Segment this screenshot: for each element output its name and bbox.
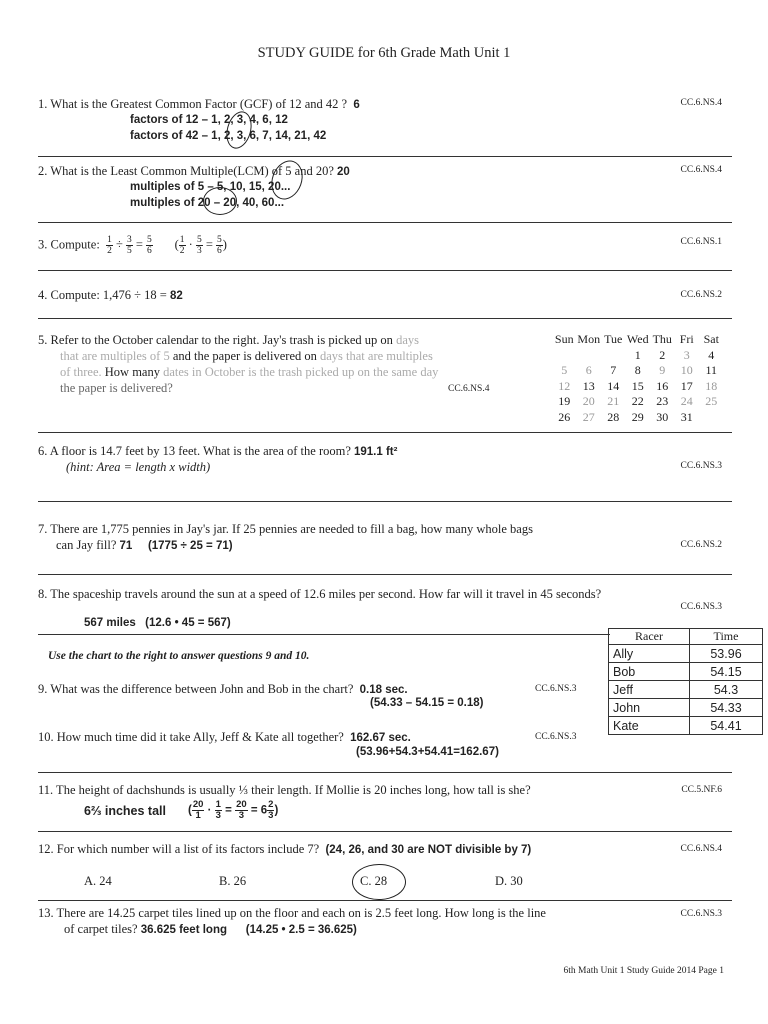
standard-q6: CC.6.NS.3 — [680, 461, 722, 471]
q5-text: that are multiples of 5 — [60, 349, 170, 363]
divider — [38, 501, 732, 502]
standard-q2: CC.6.NS.4 — [680, 165, 722, 175]
chart-instruction: Use the chart to the right to answer questions 9 and 10. — [48, 650, 310, 662]
calendar-day-name: Thu — [652, 332, 672, 346]
divider — [38, 432, 732, 433]
standard-q7: CC.6.NS.2 — [680, 540, 722, 550]
question-4-answer: 82 — [169, 290, 183, 302]
option-a: A. 24 — [84, 874, 112, 888]
question-11: 11. The height of dachshunds is usually ⅓ their length. If Mollie is 20 inches long, how tall is she? — [38, 783, 531, 797]
calendar-date: 13 — [582, 378, 595, 393]
fraction: $\frac{5}{6}$ — [217, 235, 222, 256]
factors-12: factors of 12 – 1, 2, 3, 4, 6, 12 — [130, 114, 288, 126]
question-13-line-2 — [64, 922, 357, 937]
page-footer: 6th Math Unit 1 Study Guide 2014 Page 1 — [563, 966, 724, 976]
question-8-answer-row — [84, 615, 231, 630]
option-c: C. 28 — [360, 874, 388, 888]
standard-q12: CC.6.NS.4 — [680, 844, 722, 854]
question-3-text: 3. Compute: — [38, 237, 100, 252]
calendar-header — [552, 332, 724, 348]
question-6-text: 6. A floor is 14.7 feet by 13 feet. What is the area of the room? — [38, 444, 351, 458]
table-row — [609, 663, 763, 681]
question-7-line-1: 7. There are 1,775 pennies in Jay's jar. If 25 pennies are needed to fill a bag, how many whole bags — [38, 522, 533, 536]
divider — [38, 634, 610, 635]
divider — [38, 318, 732, 319]
calendar-date: 6 — [585, 363, 592, 377]
question-10-work: (53.96+54.3+54.41=162.67) — [356, 746, 499, 758]
question-3: 3. Compute: $\frac{1}{2}$ ÷ $\frac{3}{5}$ = $\frac{5}{6}$ ( $\frac{1}{2}$ · $\frac{5}{3}$ = $\frac{5}{6}$ ) — [38, 235, 227, 256]
calendar-day-name: Fri — [679, 332, 694, 346]
calendar-week — [552, 363, 724, 379]
q5-text: of three. — [60, 365, 102, 379]
calendar-date: 11 — [705, 363, 718, 377]
racer-name: Bob — [609, 663, 690, 681]
circle-annotation — [352, 864, 406, 900]
question-6 — [38, 444, 397, 459]
calendar-day-name: Mon — [577, 332, 601, 346]
question-7-work: (1775 ÷ 25 = 71) — [147, 540, 233, 552]
question-13-answer: 36.625 feet long — [140, 924, 227, 936]
calendar-date: 21 — [607, 394, 620, 408]
circle-annotation — [203, 187, 237, 215]
q5-text: 5. Refer to the October calendar to the right. Jay's trash is picked up on — [38, 333, 393, 347]
calendar-week — [552, 348, 724, 364]
divider — [38, 574, 732, 575]
question-8-answer: 567 miles — [84, 617, 136, 629]
table-row — [609, 645, 763, 663]
table-row — [609, 699, 763, 717]
calendar-week — [552, 394, 724, 410]
calendar-date: 24 — [680, 394, 693, 408]
q5-text: How many — [104, 365, 160, 379]
fraction: $\frac{1}{3}$ — [215, 799, 221, 821]
calendar-date: 5 — [561, 363, 568, 377]
fraction: $\frac{20}{1}$ — [192, 799, 204, 821]
racer-time: 54.41 — [690, 717, 763, 735]
q13-text: of carpet tiles? — [64, 922, 138, 936]
calendar-date: 8 — [634, 363, 641, 377]
option-d: D. 30 — [495, 874, 523, 888]
calendar-week — [552, 410, 724, 426]
calendar-week — [552, 379, 724, 395]
standard-q13: CC.6.NS.3 — [680, 909, 722, 919]
calendar-date — [699, 410, 724, 426]
divider — [38, 772, 732, 773]
calendar-date: 3 — [683, 347, 690, 362]
calendar-day-name: Sun — [554, 332, 574, 346]
calendar-date: 16 — [656, 378, 669, 393]
standard-q4: CC.6.NS.2 — [680, 290, 722, 300]
october-calendar — [552, 332, 724, 425]
question-10 — [38, 730, 411, 745]
question-1-text: 1. What is the Greatest Common Factor (GCF) of 12 and 42 ? — [38, 97, 348, 111]
question-11-answer: 6⅔ inches tall — [84, 804, 166, 818]
racer-time: 54.3 — [690, 681, 763, 699]
divider — [38, 270, 732, 271]
calendar-date — [601, 348, 626, 364]
racer-name: John — [609, 699, 690, 717]
table-row — [609, 681, 763, 699]
calendar-date: 28 — [607, 409, 620, 424]
column-header-time: Time — [690, 629, 763, 645]
calendar-date: 27 — [582, 409, 595, 424]
standard-q8: CC.6.NS.3 — [680, 602, 722, 612]
question-6-hint: (hint: Area = length x width) — [66, 460, 211, 474]
calendar-date — [577, 348, 602, 364]
fraction: $\frac{1}{2}$ — [179, 235, 185, 256]
fraction: $\frac{1}{2}$ — [107, 235, 112, 256]
calendar-date: 20 — [582, 394, 595, 408]
divider — [38, 900, 732, 901]
racer-time: 54.15 — [690, 663, 763, 681]
calendar-date: 14 — [607, 378, 620, 393]
question-12-text: 12. For which number will a list of its factors include 7? — [38, 842, 320, 856]
q7-text: can Jay fill? — [56, 538, 117, 552]
calendar-day-name: Wed — [626, 332, 649, 346]
question-4 — [38, 288, 183, 303]
question-2-text: 2. What is the Least Common Multiple(LCM) of 5 and 20? — [38, 164, 334, 178]
calendar-date: 2 — [659, 347, 666, 362]
fraction: $\frac{2}{3}$ — [268, 799, 274, 821]
divider — [38, 831, 732, 832]
calendar-date: 19 — [558, 394, 571, 408]
question-9-answer: 0.18 sec. — [359, 684, 408, 696]
divider — [38, 222, 732, 223]
standard-q5: CC.6.NS.4 — [448, 384, 490, 394]
racer-time: 54.33 — [690, 699, 763, 717]
question-13-line-1: 13. There are 14.25 carpet tiles lined up on the floor and each on is 2.5 feet long. How long is the line — [38, 906, 546, 920]
calendar-date: 31 — [680, 409, 693, 424]
fraction: $\frac{5}{3}$ — [196, 235, 202, 256]
standard-q11: CC.5.NF.6 — [681, 785, 722, 795]
question-9 — [38, 682, 408, 697]
question-5-line-2 — [60, 349, 433, 364]
question-4-text: 4. Compute: 1,476 ÷ 18 = — [38, 288, 167, 302]
calendar-date: 23 — [656, 394, 669, 408]
question-2-answer: 20 — [337, 166, 350, 178]
question-2 — [38, 164, 350, 179]
calendar-date: 15 — [631, 378, 644, 393]
question-10-answer: 162.67 sec. — [350, 732, 411, 744]
question-10-text: 10. How much time did it take Ally, Jeff & Kate all together? — [38, 730, 344, 744]
racer-name: Jeff — [609, 681, 690, 699]
calendar-date: 4 — [708, 347, 715, 362]
question-6-answer: 191.1 ft² — [354, 446, 398, 458]
q5-text: days that are multiples — [320, 349, 433, 363]
calendar-date: 29 — [631, 409, 644, 424]
racer-name: Ally — [609, 645, 690, 663]
q5-text: days — [396, 333, 419, 347]
racer-time: 53.96 — [690, 645, 763, 663]
calendar-day-name: Sat — [703, 332, 719, 346]
standard-q9: CC.6.NS.3 — [535, 684, 577, 694]
standard-q10: CC.6.NS.3 — [535, 732, 577, 742]
divider — [38, 156, 732, 157]
question-5-line-4: the paper is delivered? — [60, 381, 173, 395]
question-1 — [38, 97, 360, 112]
question-13-work: (14.25 • 2.5 = 36.625) — [245, 924, 357, 936]
question-9-text: 9. What was the difference between John and Bob in the chart? — [38, 682, 354, 696]
calendar-date: 9 — [659, 363, 666, 377]
question-12-answer: (24, 26, and 30 are NOT divisible by 7) — [325, 844, 532, 856]
calendar-date: 17 — [680, 378, 693, 393]
racer-name: Kate — [609, 717, 690, 735]
calendar-weeks — [552, 348, 724, 426]
calendar-date: 1 — [634, 347, 641, 362]
calendar-date: 25 — [705, 394, 718, 408]
calendar-date: 26 — [558, 409, 571, 424]
calendar-date: 10 — [680, 363, 693, 377]
page-title: STUDY GUIDE for 6th Grade Math Unit 1 — [257, 45, 511, 61]
q5-text: and the paper is delivered on — [172, 349, 317, 363]
calendar-date: 22 — [631, 394, 644, 408]
question-8-work: (12.6 • 45 = 567) — [145, 617, 231, 629]
question-12 — [38, 842, 531, 857]
calendar-date: 30 — [656, 409, 669, 424]
factors-42: factors of 42 – 1, 2, 3, 6, 7, 14, 21, 42 — [130, 130, 327, 142]
question-11-work: ( $\frac{20}{1}$ · $\frac{1}{3}$ = $\frac{20}{3}$ = 6 $\frac{2}{3}$ ) — [188, 799, 279, 821]
question-7-answer: 71 — [119, 540, 133, 552]
calendar-date: 12 — [558, 378, 571, 393]
question-1-answer: 6 — [353, 99, 360, 111]
q5-text: dates in October is the trash picked up on the same day — [163, 365, 439, 379]
fraction: $\frac{3}{5}$ — [126, 235, 132, 256]
calendar-date — [552, 348, 577, 364]
question-5-line-1 — [38, 333, 419, 348]
table-header — [609, 629, 763, 645]
question-7-line-2 — [56, 538, 233, 553]
option-b: B. 26 — [219, 874, 247, 888]
fraction: $\frac{5}{6}$ — [147, 235, 152, 256]
table-row — [609, 717, 763, 735]
multiples-5: multiples of 5 – 5, 10, 15, 20... — [130, 181, 291, 193]
column-header-racer: Racer — [609, 629, 690, 645]
standard-q1: CC.6.NS.4 — [680, 98, 722, 108]
question-8: 8. The spaceship travels around the sun at a speed of 12.6 miles per second. How far will it travel in 45 seconds? — [38, 587, 602, 601]
fraction: $\frac{20}{3}$ — [236, 799, 247, 821]
calendar-date: 7 — [610, 363, 617, 377]
calendar-date: 18 — [705, 378, 718, 393]
racer-table — [608, 628, 763, 735]
standard-q3: CC.6.NS.1 — [680, 237, 722, 247]
question-9-work: (54.33 – 54.15 = 0.18) — [370, 697, 484, 709]
multiples-20: multiples of 20 – 20, 40, 60... — [130, 197, 285, 209]
question-5-line-3 — [60, 365, 438, 380]
calendar-day-name: Tue — [604, 332, 623, 346]
